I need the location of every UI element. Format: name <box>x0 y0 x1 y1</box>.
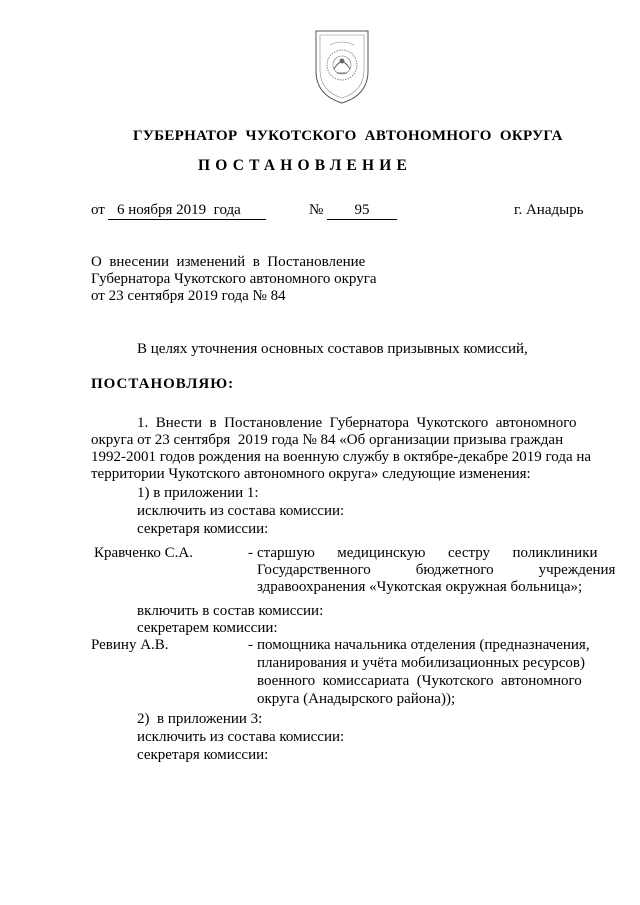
item2-sub2: 2) в приложении 3: <box>137 711 263 727</box>
person2-dash: - <box>248 637 253 653</box>
document-type-title: ПОСТАНОВЛЕНИЕ <box>198 157 413 174</box>
item1-secretary-label: секретаря комиссии: <box>137 521 269 537</box>
item2-exclude-label: исключить из состава комиссии: <box>137 729 345 745</box>
preamble: В целях уточнения основных составов призывных комиссий, <box>137 341 528 357</box>
person1-line-3: здравоохранения «Чукотская окружная больница»; <box>257 579 583 595</box>
document-number: 95 <box>327 202 397 220</box>
person1-line-1: старшую медицинскую сестру поликлиники <box>257 545 598 561</box>
person1-dash: - <box>248 545 253 561</box>
item2-secretary-label: секретаря комиссии: <box>137 747 269 763</box>
person2-line-3: военного комиссариата (Чукотского автономного <box>257 673 582 689</box>
item1-line-4: территории Чукотского автономного округа» следующие изменения: <box>91 466 531 482</box>
person2-name: Ревину А.В. <box>91 637 169 653</box>
document-city: г. Анадырь <box>514 202 584 218</box>
number-prefix: № <box>309 202 324 218</box>
subject-line-3: от 23 сентября 2019 года № 84 <box>91 288 286 304</box>
coat-of-arms-emblem <box>310 25 374 105</box>
document-date: 6 ноября 2019 года <box>108 202 266 220</box>
item1-exclude-label: исключить из состава комиссии: <box>137 503 345 519</box>
person2-line-1: помощника начальника отделения (предназначения, <box>257 637 590 653</box>
resolve-heading: ПОСТАНОВЛЯЮ: <box>91 376 235 392</box>
issuer-heading: ГУБЕРНАТОР ЧУКОТСКОГО АВТОНОМНОГО ОКРУГА <box>133 128 563 144</box>
person1-line-2: Государственного бюджетного учреждения <box>257 562 616 578</box>
person2-line-2: планирования и учёта мобилизационных ресурсов) <box>257 655 586 671</box>
person1-name: Кравченко С.А. <box>94 545 194 561</box>
person2-line-4: округа (Анадырского района)); <box>257 691 456 707</box>
item1-line-2: округа от 23 сентября 2019 года № 84 «Об организации призыва граждан <box>91 432 564 448</box>
date-prefix: от <box>91 202 105 218</box>
item1-line-1: 1. Внести в Постановление Губернатора Чукотского автономного <box>137 415 577 431</box>
item1-line-3: 1992-2001 годов рождения на военную службу в октябре-декабре 2019 года на <box>91 449 592 465</box>
subject-line-2: Губернатора Чукотского автономного округа <box>91 271 377 287</box>
subject-line-1: О внесении изменений в Постановление <box>91 254 366 270</box>
secretary-appoint-label: секретарем комиссии: <box>137 620 278 636</box>
item1-sub1: 1) в приложении 1: <box>137 485 259 501</box>
include-label: включить в состав комиссии: <box>137 603 324 619</box>
